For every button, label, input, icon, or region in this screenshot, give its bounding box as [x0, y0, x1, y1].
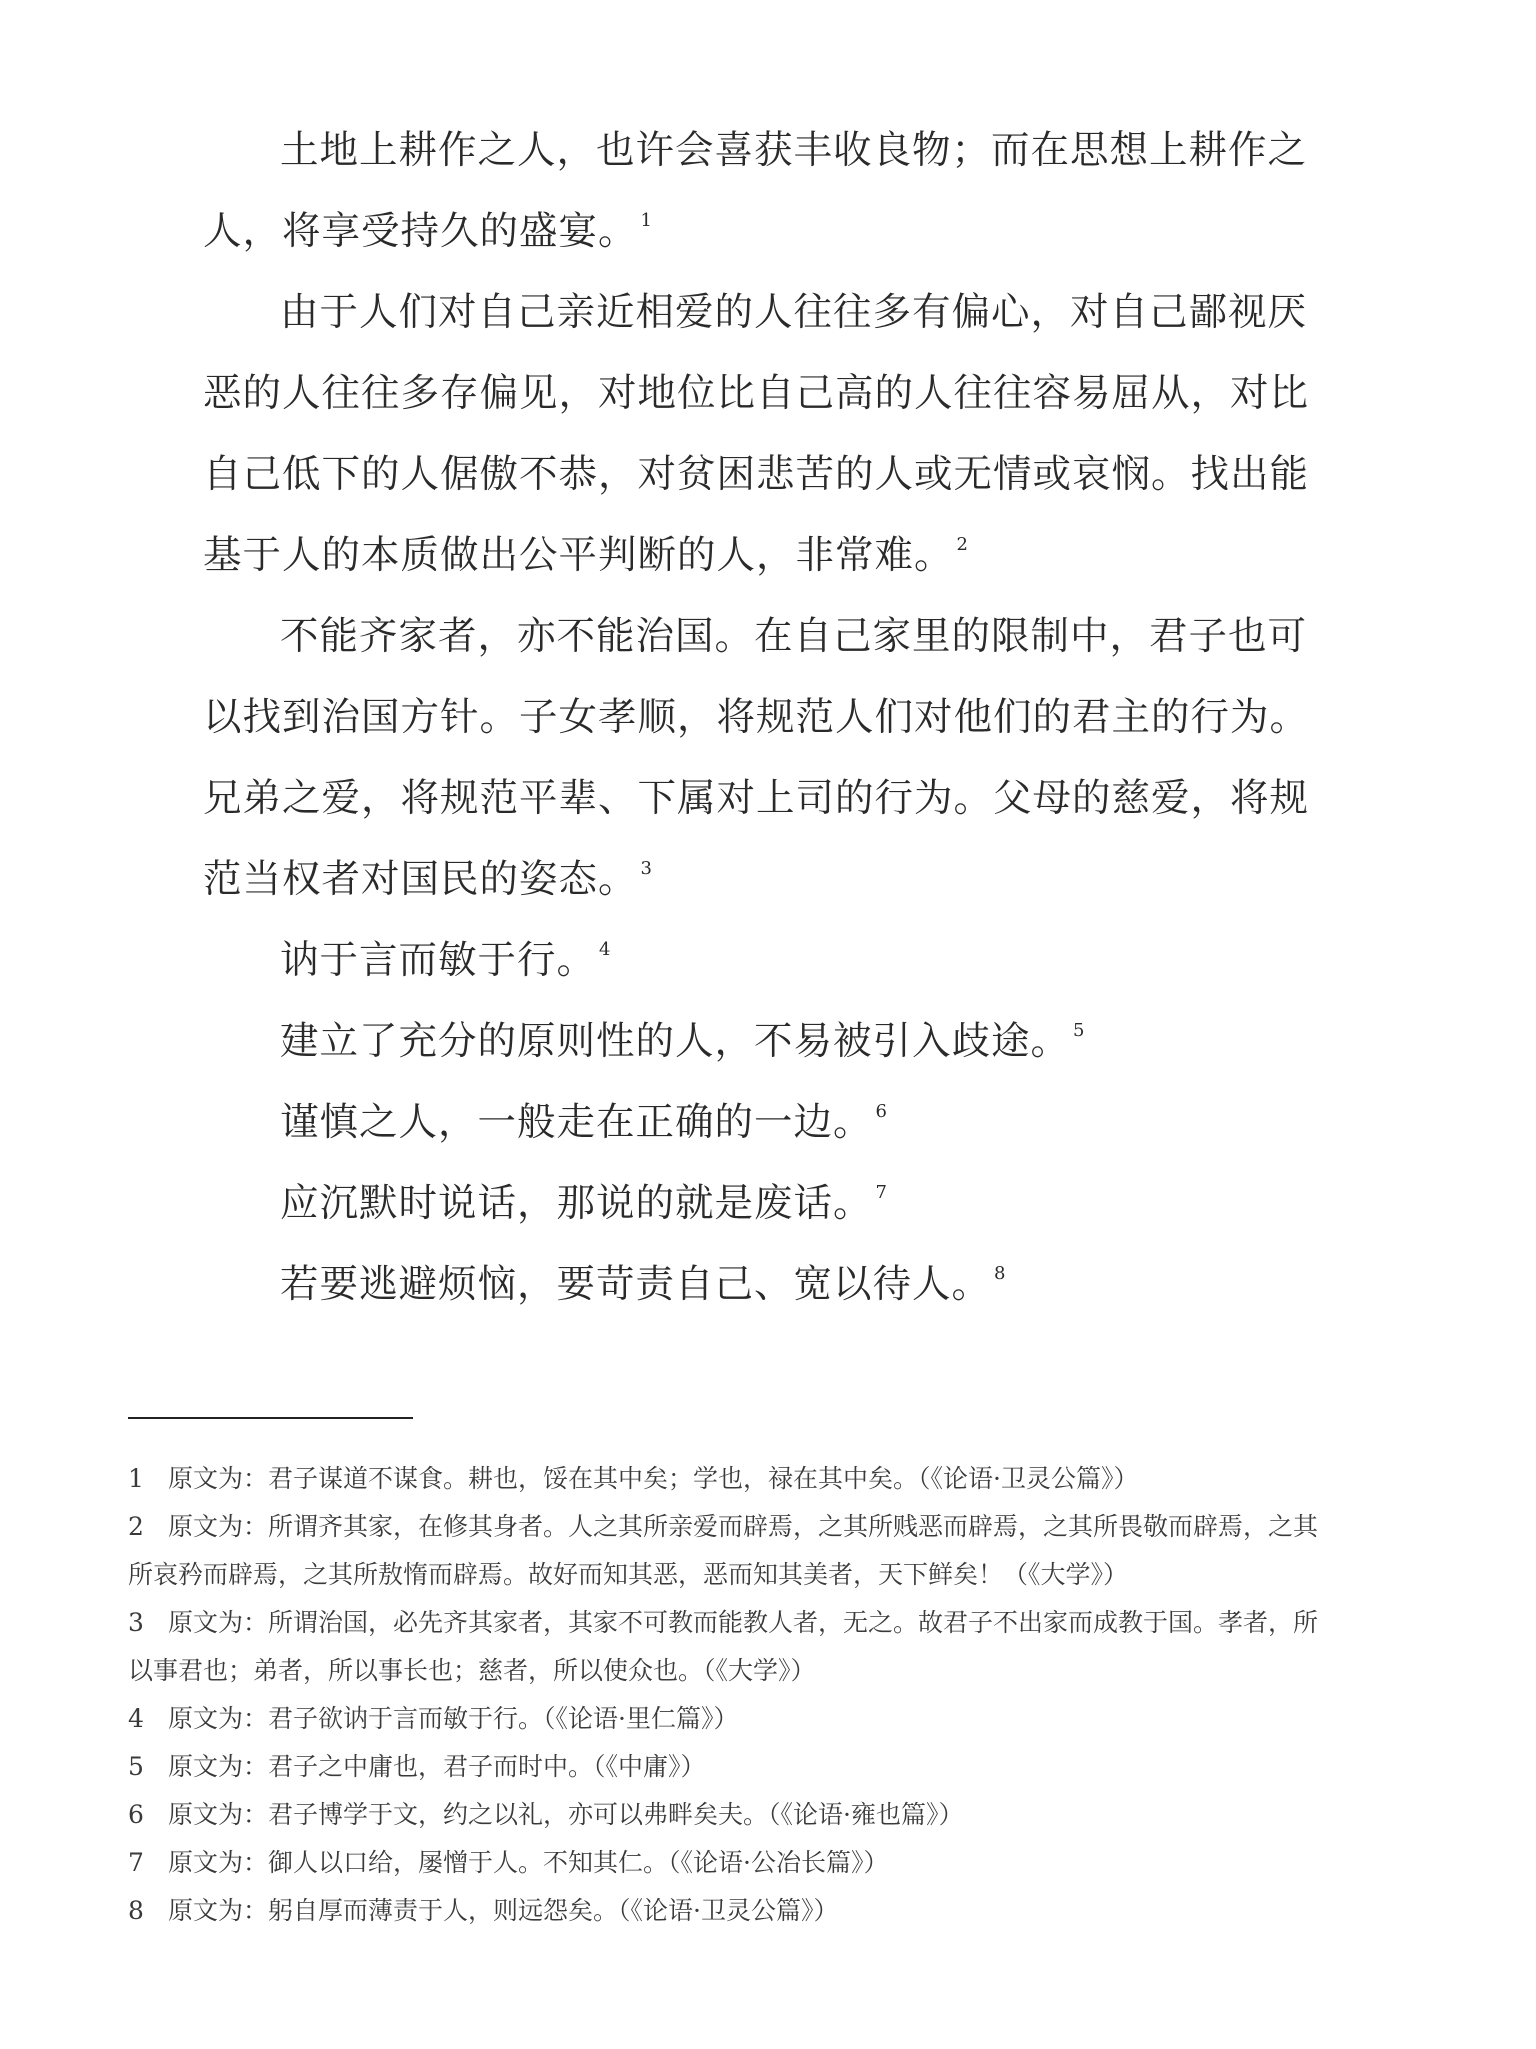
- paragraph-7: [203, 1163, 1315, 1244]
- paragraph-text: 不能齐家者，亦不能治国。在自己家里的限制中，君子也可以找到治国方针。子女孝顺，将规范人们对他们的君主的行为。兄弟之爱，将规范平辈、下属对上司的行为。父母的慈爱，将规范当权者对国民的姿态。: [203, 614, 1310, 902]
- paragraph-3: [203, 596, 1315, 920]
- paragraph-6: [203, 1082, 1315, 1163]
- footnote-text: 原文为：御人以口给，屡憎于人。不知其仁。（《论语·公冶长篇》）: [168, 1848, 889, 1877]
- footnote-ref[interactable]: 8: [994, 1263, 1007, 1284]
- footnote-text: 原文为：躬自厚而薄责于人，则远怨矣。（《论语·卫灵公篇》）: [168, 1896, 839, 1925]
- paragraph-text: 若要逃避烦恼，要苛责自己、宽以待人。: [280, 1262, 992, 1307]
- footnote-number: 4: [128, 1704, 144, 1733]
- paragraph-8: [203, 1244, 1315, 1325]
- paragraph-text: 应沉默时说话，那说的就是废话。: [280, 1181, 873, 1226]
- footnote-6: [128, 1791, 1318, 1839]
- paragraph-2: [203, 272, 1315, 596]
- paragraph-5: [203, 1001, 1315, 1082]
- footnote-7: [128, 1839, 1318, 1887]
- footnote-number: 3: [128, 1608, 144, 1637]
- paragraph-text: 建立了充分的原则性的人，不易被引入歧途。: [280, 1019, 1071, 1064]
- footnotes: [128, 1455, 1318, 1935]
- paragraph-text: 讷于言而敏于行。: [280, 938, 597, 983]
- footnote-text: 原文为：君子欲讷于言而敏于行。（《论语·里仁篇》）: [168, 1704, 739, 1733]
- footnote-number: 5: [128, 1752, 144, 1781]
- footnote-divider: [128, 1417, 413, 1419]
- footnote-number: 8: [128, 1896, 144, 1925]
- footnote-8: [128, 1887, 1318, 1935]
- footnote-number: 1: [128, 1464, 144, 1493]
- footnote-ref[interactable]: 2: [956, 534, 969, 555]
- footnote-number: 2: [128, 1512, 144, 1541]
- footnote-text: 原文为：所谓齐其家，在修其身者。人之其所亲爱而辟焉，之其所贱恶而辟焉，之其所畏敬而辟焉，之其所哀矜而辟焉，之其所敖惰而辟焉。故好而知其恶，恶而知其美者，天下鲜矣！（《大学》）: [128, 1512, 1319, 1589]
- footnote-ref[interactable]: 7: [875, 1182, 888, 1203]
- paragraph-text: 谨慎之人，一般走在正确的一边。: [280, 1100, 873, 1145]
- footnote-text: 原文为：君子之中庸也，君子而时中。（《中庸》）: [168, 1752, 706, 1781]
- footnote-5: [128, 1743, 1318, 1791]
- footnote-text: 原文为：君子谋道不谋食。耕也，馁在其中矣；学也，禄在其中矣。（《论语·卫灵公篇》）: [168, 1464, 1139, 1493]
- footnote-ref[interactable]: 6: [875, 1101, 888, 1122]
- body-text: [203, 110, 1315, 1325]
- footnote-number: 7: [128, 1848, 144, 1877]
- footnote-text: 原文为：所谓治国，必先齐其家者，其家不可教而能教人者，无之。故君子不出家而成教于国。孝者，所以事君也；弟者，所以事长也；慈者，所以使众也。（《大学》）: [128, 1608, 1319, 1685]
- paragraph-1: [203, 110, 1315, 272]
- footnote-ref[interactable]: 3: [640, 858, 653, 879]
- footnote-ref[interactable]: 5: [1073, 1020, 1086, 1041]
- footnote-3: [128, 1599, 1318, 1695]
- footnote-text: 原文为：君子博学于文，约之以礼，亦可以弗畔矣夫。（《论语·雍也篇》）: [168, 1800, 964, 1829]
- footnote-ref[interactable]: 1: [640, 210, 653, 231]
- paragraph-text: 由于人们对自己亲近相爱的人往往多有偏心，对自己鄙视厌恶的人往往多存偏见，对地位比自己高的人往往容易屈从，对比自己低下的人倨傲不恭，对贫困悲苦的人或无情或哀悯。找出能基于人的本质做出公平判断的人，非常难。: [203, 290, 1310, 578]
- footnote-ref[interactable]: 4: [599, 939, 612, 960]
- paragraph-text: 土地上耕作之人，也许会喜获丰收良物；而在思想上耕作之人，将享受持久的盛宴。: [203, 128, 1308, 254]
- footnote-4: [128, 1695, 1318, 1743]
- paragraph-4: [203, 920, 1315, 1001]
- footnote-1: [128, 1455, 1318, 1503]
- footnote-number: 6: [128, 1800, 144, 1829]
- footnote-2: [128, 1503, 1318, 1599]
